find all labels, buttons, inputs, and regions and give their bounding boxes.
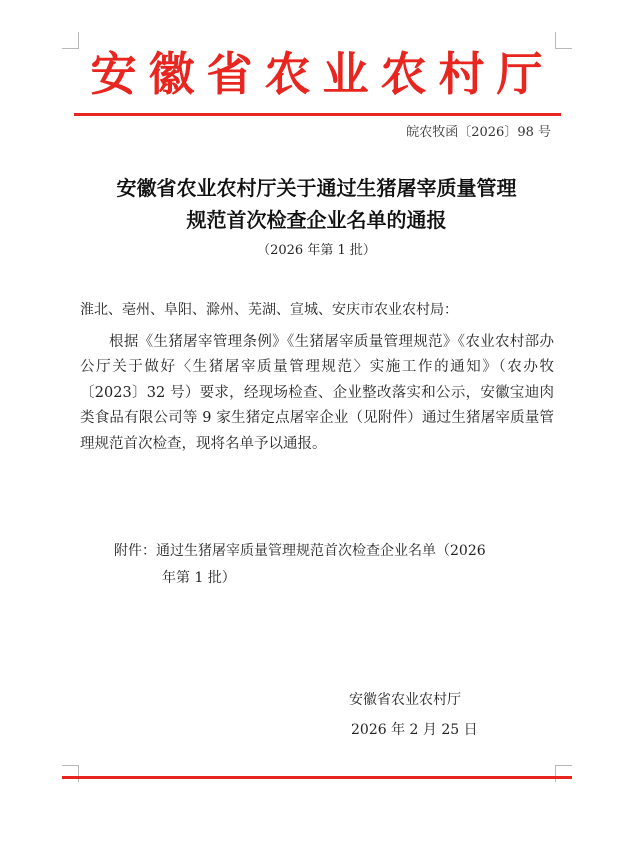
- footer-red-rule: [62, 776, 572, 779]
- document-title: [0, 172, 633, 236]
- issuing-authority-header: 安徽省农业农村厅: [90, 47, 555, 101]
- document-number: 皖农牧函〔2026〕98 号: [406, 125, 551, 140]
- attachment-label: 附件：: [114, 543, 156, 559]
- attachment-text: 通过生猪屠宰质量管理规范首次检查企业名单（2026: [156, 543, 486, 559]
- document-title-line-1: 安徽省农业农村厅关于通过生猪屠宰质量管理: [116, 176, 517, 200]
- crop-mark-bottom-left: [62, 765, 79, 782]
- attachment-note: [114, 538, 554, 592]
- body-paragraph: 根据《生猪屠宰管理条例》《生猪屠宰质量管理规范》《农业农村部办公厅关于做好〈生猪屠宰质量管理规范〉实施工作的通知》（农办牧〔2023〕32 号）要求，经现场检查、企业整改落实和公示，安徽宝迪肉类食品有限公司等 9 家生猪定点屠宰企业（见附件）通过生猪屠宰质量管理规范首次检查，现将名单予以通报。: [80, 334, 554, 452]
- header-red-rule: [74, 113, 561, 116]
- document-title-line-2: 规范首次检查企业名单的通报: [186, 208, 447, 232]
- batch-subtitle: （2026 年第 1 批）: [257, 243, 376, 258]
- attachment-text-continued: 年第 1 批）: [162, 570, 236, 586]
- addressee: 淮北、亳州、阜阳、滁州、芜湖、宣城、安庆市农业农村局：: [80, 302, 458, 318]
- signature-date: 2026 年 2 月 25 日: [351, 722, 478, 738]
- signature-organization: 安徽省农业农村厅: [349, 692, 461, 708]
- crop-mark-bottom-right: [555, 765, 572, 782]
